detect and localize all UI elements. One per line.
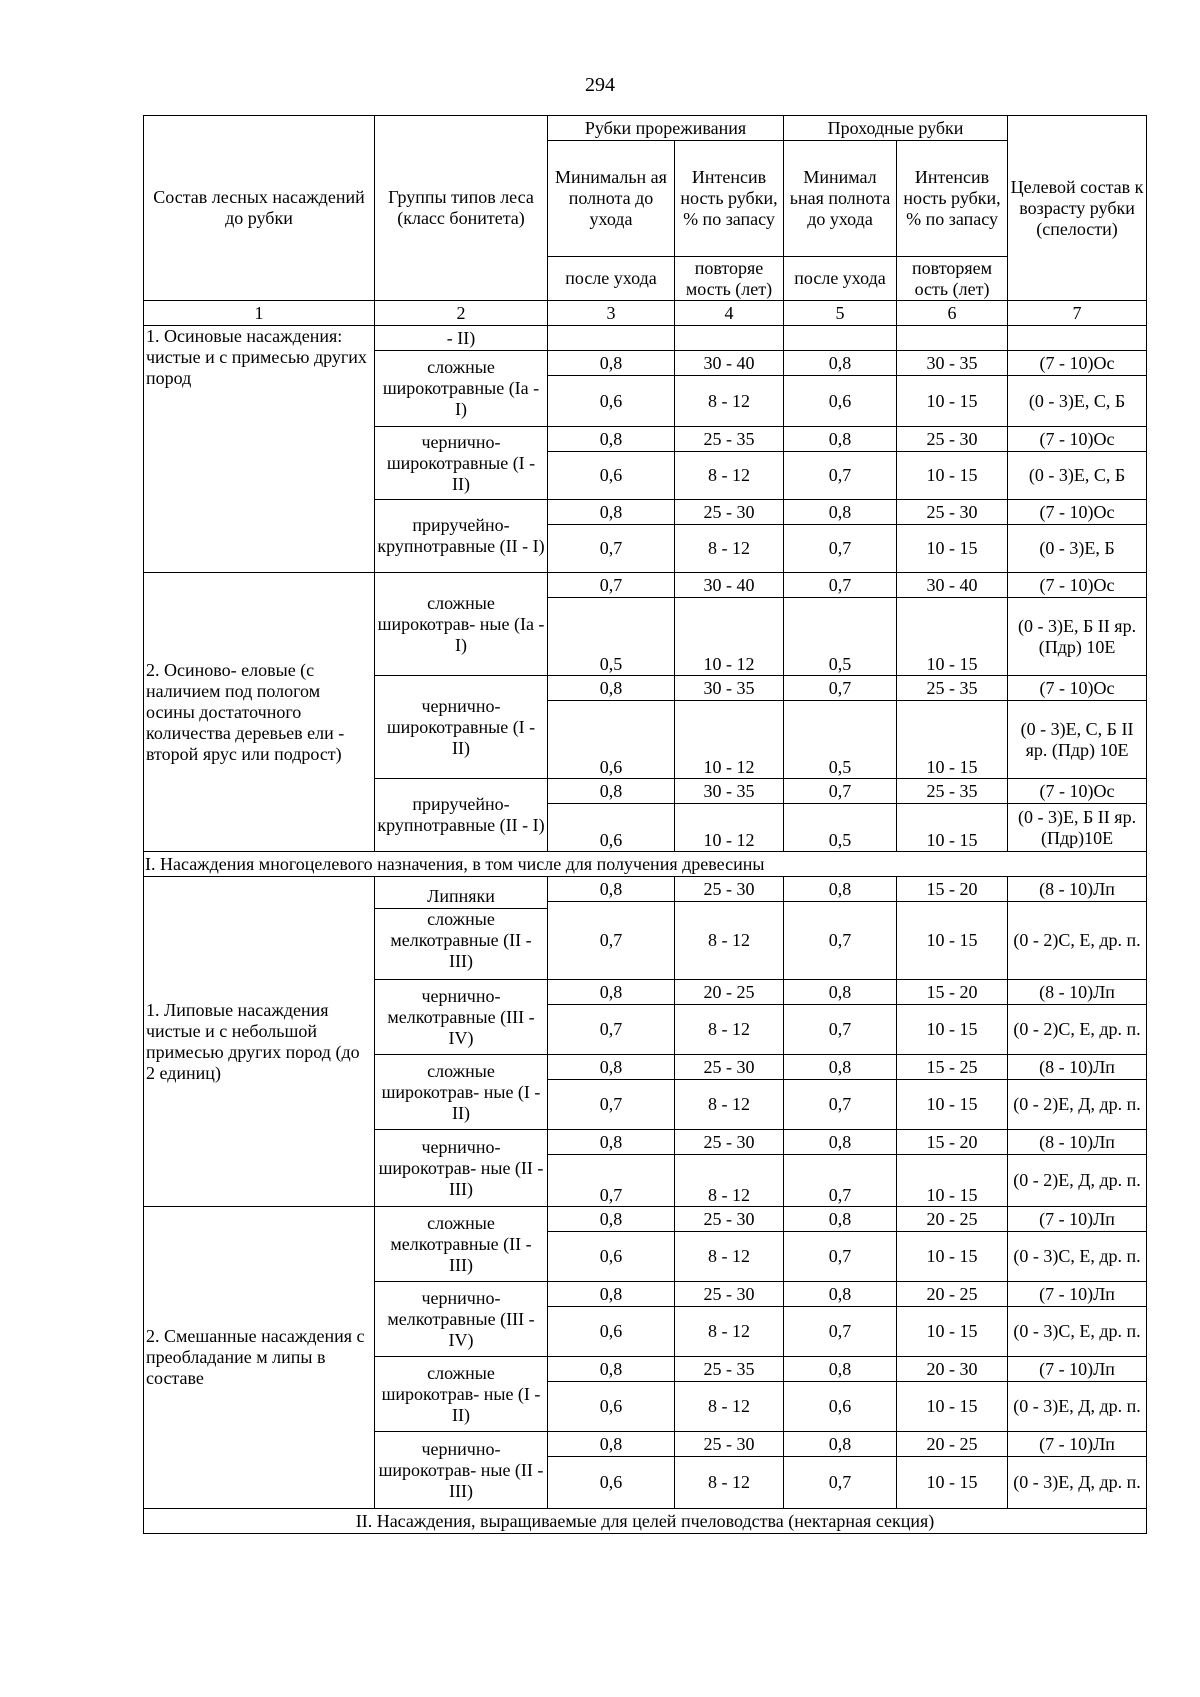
value-cell: 10 - 15 <box>897 804 1008 852</box>
value-cell: 0,5 <box>548 598 675 676</box>
value-cell: 0,7 <box>548 525 675 573</box>
value-cell: 0,7 <box>784 779 897 804</box>
value-cell: 0,8 <box>784 1282 897 1307</box>
forest-type-cell: чернично-широкотравные (I - II) <box>375 676 548 779</box>
value-cell: 10 - 15 <box>897 1232 1008 1282</box>
value-cell: (0 - 3)Е, Б II яр. (Пдр) 10Е <box>1008 598 1147 676</box>
value-cell: 0,5 <box>784 701 897 779</box>
value-cell: 0,7 <box>548 1080 675 1130</box>
value-cell: (8 - 10)Лп <box>1008 1130 1147 1155</box>
value-cell: 0,5 <box>784 598 897 676</box>
value-cell: (0 - 3)С, Е, др. п. <box>1008 1232 1147 1282</box>
value-cell: 0,8 <box>784 351 897 376</box>
value-cell: 10 - 15 <box>897 525 1008 573</box>
value-cell: 25 - 30 <box>675 1055 784 1080</box>
value-cell: 25 - 30 <box>675 1130 784 1155</box>
value-cell: (0 - 3)Е, С, Б <box>1008 376 1147 427</box>
value-cell: 8 - 12 <box>675 1080 784 1130</box>
value-cell: 15 - 20 <box>897 1130 1008 1155</box>
value-cell: 0,6 <box>548 376 675 427</box>
empty-cell <box>548 326 675 351</box>
value-cell: 0,6 <box>784 376 897 427</box>
value-cell: 0,7 <box>784 1080 897 1130</box>
forest-thinning-table <box>143 115 1147 1534</box>
value-cell: 0,8 <box>548 779 675 804</box>
value-cell: (0 - 3)Е, Б <box>1008 525 1147 573</box>
value-cell: 8 - 12 <box>675 1155 784 1207</box>
section-title: I. Насаждения многоцелевого назначения, в том числе для получения древесины <box>144 852 1147 877</box>
value-cell: 25 - 30 <box>675 1207 784 1232</box>
value-cell: 0,8 <box>548 676 675 701</box>
value-cell: 0,8 <box>784 877 897 902</box>
forest-type-cell: чернично-мелкотравные (III - IV) <box>375 1282 548 1357</box>
value-cell: 10 - 15 <box>897 376 1008 427</box>
column-number: 2 <box>375 301 548 326</box>
value-cell: 0,8 <box>784 1432 897 1457</box>
forest-type-cell: сложные мелкотравные (II - III) <box>375 1207 548 1282</box>
header-after-care: после ухода <box>784 257 897 301</box>
value-cell: 8 - 12 <box>675 1005 784 1055</box>
value-cell: 10 - 12 <box>675 701 784 779</box>
value-cell: 0,6 <box>548 1232 675 1282</box>
section-title: II. Насаждения, выращиваемые для целей пчеловодства (нектарная секция) <box>144 1509 1147 1534</box>
column-number: 1 <box>144 301 375 326</box>
value-cell: 30 - 35 <box>675 676 784 701</box>
value-cell: 25 - 30 <box>675 877 784 902</box>
header-forest-type: Группы типов леса (класс бонитета) <box>375 116 548 301</box>
value-cell: 10 - 15 <box>897 1155 1008 1207</box>
forest-type-cell: чернично-широкотравные (I - II) <box>375 427 548 500</box>
value-cell: 10 - 12 <box>675 804 784 852</box>
value-cell: 15 - 20 <box>897 980 1008 1005</box>
value-cell: 0,6 <box>548 452 675 500</box>
value-cell: 0,8 <box>548 1130 675 1155</box>
value-cell: 0,6 <box>548 701 675 779</box>
value-cell: 30 - 40 <box>897 573 1008 598</box>
value-cell: 8 - 12 <box>675 452 784 500</box>
value-cell: 8 - 12 <box>675 525 784 573</box>
value-cell: (7 - 10)Ос <box>1008 351 1147 376</box>
value-cell: 10 - 15 <box>897 598 1008 676</box>
value-cell: 0,8 <box>548 500 675 525</box>
forest-type-cell: чернично-мелкотравные (III - IV) <box>375 980 548 1055</box>
value-cell: 0,8 <box>548 1432 675 1457</box>
forest-type-cell: сложные широкотрав- ные (I - II) <box>375 1357 548 1432</box>
value-cell: 0,6 <box>548 804 675 852</box>
value-cell: 30 - 35 <box>675 779 784 804</box>
value-cell: 0,7 <box>784 525 897 573</box>
value-cell: (0 - 2)Е, Д, др. п. <box>1008 1080 1147 1130</box>
value-cell: (0 - 3)Е, С, Б II яр. (Пдр) 10Е <box>1008 701 1147 779</box>
column-number: 4 <box>675 301 784 326</box>
forest-type-cell: приручейно-крупнотравные (II - I) <box>375 500 548 573</box>
value-cell: (0 - 3)С, Е, др. п. <box>1008 1307 1147 1357</box>
page-number: 294 <box>585 74 615 96</box>
value-cell: 0,8 <box>548 1055 675 1080</box>
header-repeat-interval: повторяе мость (лет) <box>675 257 784 301</box>
value-cell: 0,6 <box>548 1307 675 1357</box>
header-min-density: Минимальн ая полнота до ухода <box>548 141 675 257</box>
value-cell: 0,7 <box>784 573 897 598</box>
value-cell: 10 - 12 <box>675 598 784 676</box>
empty-cell <box>675 326 784 351</box>
value-cell: 0,7 <box>784 1232 897 1282</box>
value-cell: 25 - 30 <box>675 500 784 525</box>
value-cell: (7 - 10)Лп <box>1008 1357 1147 1382</box>
value-cell: 0,7 <box>548 1005 675 1055</box>
value-cell: (0 - 3)Е, Д, др. п. <box>1008 1457 1147 1509</box>
forest-type-cell: сложные широкотрав- ные (Iа - I) <box>375 573 548 676</box>
composition-cell: 2. Смешанные насаждения с преобладание м липы в составе <box>144 1207 375 1509</box>
value-cell: (0 - 3)Е, Д, др. п. <box>1008 1382 1147 1432</box>
value-cell: (0 - 3)Е, Б II яр.(Пдр)10Е <box>1008 804 1147 852</box>
value-cell: 0,7 <box>784 1307 897 1357</box>
value-cell: (0 - 2)С, Е, др. п. <box>1008 1005 1147 1055</box>
value-cell: 0,8 <box>548 877 675 902</box>
header-thinning: Рубки прореживания <box>548 116 784 141</box>
value-cell: 8 - 12 <box>675 376 784 427</box>
forest-type-cell: сложные широкотрав- ные (I - II) <box>375 1055 548 1130</box>
value-cell: 8 - 12 <box>675 902 784 980</box>
value-cell: (7 - 10)Лп <box>1008 1432 1147 1457</box>
header-intensity: Интенсив ность рубки, % по запасу <box>897 141 1008 257</box>
value-cell: 0,8 <box>784 980 897 1005</box>
value-cell: 20 - 25 <box>897 1432 1008 1457</box>
value-cell: 0,8 <box>548 1357 675 1382</box>
value-cell: 15 - 25 <box>897 1055 1008 1080</box>
value-cell: 0,8 <box>548 351 675 376</box>
header-repeat-interval: повторяем ость (лет) <box>897 257 1008 301</box>
value-cell: 0,8 <box>784 500 897 525</box>
value-cell: 20 - 30 <box>897 1357 1008 1382</box>
value-cell: 10 - 15 <box>897 1080 1008 1130</box>
composition-cell: 1. Осиновые насаждения: чистые и с примесью других пород <box>144 326 375 573</box>
forest-type-cell: сложные широкотравные (Iа - I) <box>375 351 548 427</box>
empty-cell <box>897 326 1008 351</box>
column-number: 7 <box>1008 301 1147 326</box>
value-cell: 0,8 <box>784 427 897 452</box>
header-after-care: после ухода <box>548 257 675 301</box>
value-cell: 0,6 <box>548 1457 675 1509</box>
value-cell: (0 - 2)С, Е, др. п. <box>1008 902 1147 980</box>
value-cell: 8 - 12 <box>675 1457 784 1509</box>
value-cell: (7 - 10)Лп <box>1008 1282 1147 1307</box>
forest-type-cell: чернично-широкотрав- ные (II - III) <box>375 1432 548 1509</box>
value-cell: 20 - 25 <box>675 980 784 1005</box>
value-cell: 25 - 30 <box>675 1282 784 1307</box>
value-cell: 0,6 <box>784 1382 897 1432</box>
value-cell: 0,8 <box>784 1357 897 1382</box>
header-min-density: Минимал ьная полнота до ухода <box>784 141 897 257</box>
column-number: 6 <box>897 301 1008 326</box>
value-cell: 25 - 35 <box>897 676 1008 701</box>
header-intensity: Интенсив ность рубки, % по запасу <box>675 141 784 257</box>
forest-type-cell: - II) <box>375 326 548 351</box>
value-cell: 25 - 35 <box>897 779 1008 804</box>
column-number: 3 <box>548 301 675 326</box>
value-cell: 15 - 20 <box>897 877 1008 902</box>
value-cell: (0 - 2)Е, Д, др. п. <box>1008 1155 1147 1207</box>
value-cell: 0,7 <box>784 676 897 701</box>
value-cell: 30 - 40 <box>675 351 784 376</box>
value-cell: 0,8 <box>548 427 675 452</box>
header-target-composition: Целевой состав к возрасту рубки (спелости) <box>1008 116 1147 301</box>
value-cell: 10 - 15 <box>897 1457 1008 1509</box>
empty-cell <box>1008 326 1147 351</box>
value-cell: (8 - 10)Лп <box>1008 980 1147 1005</box>
header-composition: Состав лесных насаждений до рубки <box>144 116 375 301</box>
forest-type-cell <box>375 877 548 980</box>
value-cell: 25 - 35 <box>675 427 784 452</box>
value-cell: 0,7 <box>784 1005 897 1055</box>
value-cell: (7 - 10)Лп <box>1008 1207 1147 1232</box>
value-cell: (7 - 10)Ос <box>1008 779 1147 804</box>
forest-type-cell: чернично-широкотрав- ные (II - III) <box>375 1130 548 1207</box>
forest-type-cell: приручейно-крупнотравные (II - I) <box>375 779 548 852</box>
value-cell: 0,5 <box>784 804 897 852</box>
value-cell: 0,7 <box>784 452 897 500</box>
value-cell: 0,8 <box>784 1055 897 1080</box>
value-cell: 25 - 30 <box>897 427 1008 452</box>
value-cell: 0,7 <box>548 1155 675 1207</box>
empty-cell <box>784 326 897 351</box>
value-cell: 0,7 <box>784 902 897 980</box>
value-cell: 20 - 25 <box>897 1207 1008 1232</box>
value-cell: 8 - 12 <box>675 1232 784 1282</box>
value-cell: 8 - 12 <box>675 1307 784 1357</box>
forest-type-label: сложные мелкотравные (II - III) <box>390 909 532 971</box>
value-cell: 25 - 30 <box>897 500 1008 525</box>
value-cell: 10 - 15 <box>897 1382 1008 1432</box>
value-cell: (8 - 10)Лп <box>1008 877 1147 902</box>
value-cell: (7 - 10)Ос <box>1008 573 1147 598</box>
value-cell: (7 - 10)Ос <box>1008 676 1147 701</box>
value-cell: 0,8 <box>548 1207 675 1232</box>
value-cell: 0,7 <box>784 1155 897 1207</box>
column-number: 5 <box>784 301 897 326</box>
value-cell: 0,8 <box>548 980 675 1005</box>
value-cell: 0,7 <box>784 1457 897 1509</box>
value-cell: 10 - 15 <box>897 701 1008 779</box>
composition-cell: 2. Осиново- еловые (с наличием под пологом осины достаточного количества деревьев ели - второй ярус или подрост) <box>144 573 375 852</box>
value-cell: 30 - 35 <box>897 351 1008 376</box>
value-cell: 10 - 15 <box>897 902 1008 980</box>
value-cell: 10 - 15 <box>897 1005 1008 1055</box>
value-cell: 0,7 <box>548 573 675 598</box>
value-cell: 0,7 <box>548 902 675 980</box>
value-cell: (7 - 10)Ос <box>1008 427 1147 452</box>
value-cell: 8 - 12 <box>675 1382 784 1432</box>
value-cell: 30 - 40 <box>675 573 784 598</box>
value-cell: (8 - 10)Лп <box>1008 1055 1147 1080</box>
value-cell: 10 - 15 <box>897 1307 1008 1357</box>
forest-type-heading: Липняки <box>375 884 547 909</box>
value-cell: 0,8 <box>784 1207 897 1232</box>
value-cell: (0 - 3)Е, С, Б <box>1008 452 1147 500</box>
value-cell: 10 - 15 <box>897 452 1008 500</box>
value-cell: 0,8 <box>784 1130 897 1155</box>
value-cell: 25 - 30 <box>675 1432 784 1457</box>
value-cell: 0,6 <box>548 1382 675 1432</box>
value-cell: (7 - 10)Ос <box>1008 500 1147 525</box>
header-passage-cutting: Проходные рубки <box>784 116 1008 141</box>
value-cell: 25 - 35 <box>675 1357 784 1382</box>
value-cell: 0,8 <box>548 1282 675 1307</box>
composition-cell: 1. Липовые насаждения чистые и с небольшой примесью других пород (до 2 единиц) <box>144 877 375 1207</box>
value-cell: 20 - 25 <box>897 1282 1008 1307</box>
